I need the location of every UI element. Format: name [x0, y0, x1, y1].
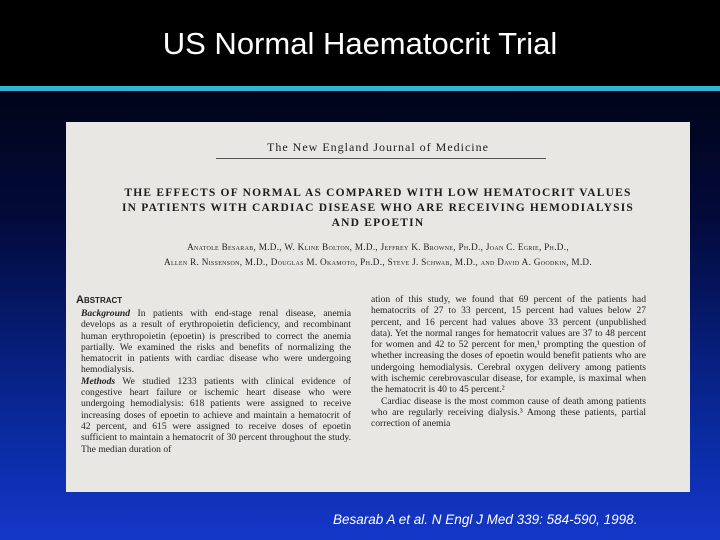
article-title-line: AND EPOETIN — [331, 217, 425, 229]
article-title-line: THE EFFECTS OF NORMAL AS COMPARED WITH LOW HEMATOCRIT VALUES — [124, 187, 632, 199]
background-label: Background — [81, 308, 131, 319]
author-list — [78, 240, 678, 270]
slide-title: US Normal Haematocrit Trial — [162, 26, 558, 61]
journal-name: The New England Journal of Medicine — [267, 140, 489, 154]
methods-label: Methods — [81, 375, 116, 387]
background-text: In patients with end-stage renal disease, anemia develops as a result of erythropoietin deficiency, and recombinant human erythropoietin (epoetin) is prescribed to correct the anemia partially. We examined the risks and benefits of normalizing the hematocrit in patients with cardiac disease who were undergoing hemodialysis. — [81, 308, 351, 376]
title-divider — [0, 86, 720, 91]
body-paragraph-1: ation of this study, we found that 69 percent of the patients had hematocrits of 27 to 33 percent, 15 percent had values below 27 percent, and 16 percent had values above 33 percent (unpublished data). Yet the normal ranges for hematocrit values are 37 to 48 percent for women and 42 to 52 percent for men,¹ prompting the question of whether increasing the doses of epoetin would benefit patients who are undergoing hemodialysis. Cerebral oxygen delivery among patients with ischemic cerebrovascular disease, for example, is maximal when the hematocrit is 40 to 45 percent.² — [371, 294, 646, 396]
article-title-line: IN PATIENTS WITH CARDIAC DISEASE WHO ARE RECEIVING HEMODIALYSIS — [121, 202, 635, 214]
journal-underline — [216, 158, 546, 159]
abstract-heading: Abstract — [76, 294, 123, 306]
article-title — [66, 186, 690, 231]
paper-scan — [66, 122, 690, 492]
author-line: Anatole Besarab, M.D., W. Kline Bolton, M.D., Jeffrey K. Browne, Ph.D., Joan C. Egrie, Ph.D., — [187, 242, 569, 252]
methods-text: We studied 1233 patients with clinical evidence of congestive heart failure or ischemic heart disease who were undergoing hemodialysis: 618 patients were assigned to receive increasing doses of epoetin to achieve and maintain a hematocrit of 42 percent, and 615 were assigned to receive doses of epoetin sufficient to maintain a hematocrit of 30 percent throughout the study. The median duration of — [81, 375, 351, 455]
body-right-column — [371, 294, 646, 430]
methods-paragraph — [81, 376, 351, 455]
body-paragraph-2: Cardiac disease is the most common cause of death among patients who are regularly receiving dialysis.³ Among these patients, partial correction of anemia — [371, 395, 646, 430]
citation: Besarab A et al. N Engl J Med 339: 584-590, 1998. — [333, 512, 638, 527]
author-line: Allen R. Nissenson, M.D., Douglas M. Okamoto, Ph.D., Steve J. Schwab, M.D., and David A. Goodkin, M.D. — [164, 257, 592, 267]
background-paragraph — [81, 308, 351, 376]
abstract-left-column — [81, 308, 351, 455]
